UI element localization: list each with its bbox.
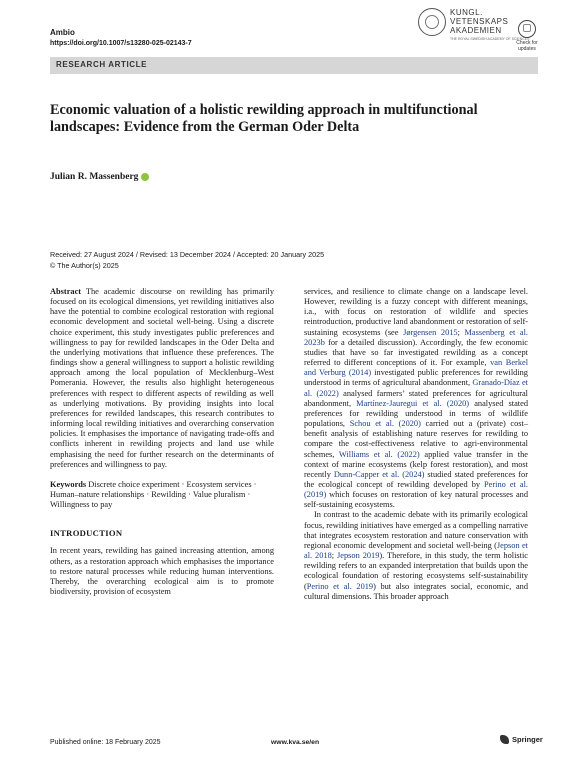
body-text: carried out a (private) cost–benefit analysis of establishing nature reserves for rewilding to compare the cost-effectiveness relative to agri-environmental schemes, xyxy=(304,419,529,459)
citation-link[interactable]: Perino et al. (2019) xyxy=(304,479,528,500)
citation-link[interactable]: Jørgensen 2015 xyxy=(403,327,458,337)
body-text: In contrast to the academic debate with its primarily ecological focus, rewilding initiatives have emerged as a compelling narrative that integrates ecosystem restoration and nature conservation with regional economic development and societal well-being ( xyxy=(304,510,528,550)
society-website[interactable]: www.kva.se/en xyxy=(271,739,320,746)
history-dates: Received: 27 August 2024 / Revised: 13 December 2024 / Accepted: 20 January 2025 xyxy=(50,250,325,259)
abstract-text: The academic discourse on rewilding has primarily focused on its ecological dimensions, yet rewilding initiatives also have the potential to combine ecological restoration with regional economic development and societal well-being. Using a discrete choice experiment, this study investigates public preferences and willingness to pay for rewilded landscapes in the Oder Delta and the underlying motivations that influence these preferences. The findings show a general willingness to support a holistic rewilding approach among the local population of Mecklenburg–West Pomerania. However, the results also highlight heterogeneous preferences with respect to different aspects of rewilding as well as underlying motivations. By providing insights into local preferences for rewilded landscapes, this research contributes to informing local rewilding initiatives and overarching conservation policies. It emphasises the importance of navigating trade-offs and conflicts inherent in rewilding projects and land use while emphasising the need for further research on the determinants of preferences and willingness to pay. xyxy=(50,287,274,469)
body-text: analysed farmers’ stated preferences for agricultural abandonment, xyxy=(304,388,528,408)
updates-line-2: updates xyxy=(518,46,536,52)
body-text: analysed stated preferences for rewilding understood in terms of wildlife populations, xyxy=(304,398,529,429)
body-text: which focuses on restoration of key natural processes and self-sustaining ecosystems. xyxy=(304,490,528,510)
check-updates-icon xyxy=(518,20,536,38)
abstract xyxy=(50,287,274,470)
body-paragraph-1 xyxy=(304,287,528,510)
body-text: services, and resilience to climate change on a landscape level. However, rewilding is a fuzzy concept with different meanings, i.a., with focus on restoration of wildlife and species reintroduction, productive land abandonment or restoration of self-sustaining ecosystems (see xyxy=(304,287,528,337)
article-dates xyxy=(50,249,324,271)
logo-tagline: THE ROYAL SWEDISH ACADEMY OF SCIENCES xyxy=(450,37,530,41)
keywords-label: Keywords xyxy=(50,479,87,489)
citation-link[interactable]: Jepson 2019 xyxy=(337,551,380,561)
citation-link[interactable]: Jepson et al. 2018 xyxy=(304,540,528,561)
copyright: © The Author(s) 2025 xyxy=(50,261,119,270)
check-for-updates-badge[interactable] xyxy=(513,20,541,52)
article-type-band xyxy=(50,57,538,74)
logo-line-3: AKADEMIEN xyxy=(450,26,502,35)
body-text: ; xyxy=(457,327,465,337)
body-text: investigated public preferences for rewilding understood in terms of agricultural abandonment, xyxy=(304,368,528,388)
abstract-label: Abstract xyxy=(50,287,82,296)
journal-name: Ambio xyxy=(50,28,75,37)
body-paragraph-2 xyxy=(304,510,528,601)
intro-paragraph: In recent years, rewilding has gained increasing attention, among others, as a restoration approach which emphasises the importance to restore natural processes while reducing human interventions. Thereby, the overarching ecological aim is to promote biodiversity, provision of ecosystem xyxy=(50,546,274,597)
article-title: Economic valuation of a holistic rewilding approach in multifunctional landscapes: Evidence from the German Oder Delta xyxy=(50,102,478,135)
academy-seal-icon xyxy=(418,8,446,36)
publisher-mark xyxy=(500,735,543,744)
orcid-icon[interactable] xyxy=(141,173,149,181)
citation-link[interactable]: Massenberg et al. 2023b xyxy=(304,327,529,347)
doi-link[interactable]: https://doi.org/10.1007/s13280-025-02143-7 xyxy=(50,40,192,47)
citation-link[interactable]: Perino et al. 2019 xyxy=(306,581,374,591)
updates-line-1: Check for xyxy=(516,40,538,46)
keywords-text: Discrete choice experiment · Ecosystem services · Human–nature relationships · Rewilding · Value pluralism · Willingness to pay xyxy=(50,479,257,510)
section-heading-introduction: INTRODUCTION xyxy=(50,528,123,539)
body-text: applied value transfer in the context of marine ecosystems (kelp forest restoration), and most recently xyxy=(304,449,528,479)
published-date: Published online: 18 February 2025 xyxy=(50,739,161,746)
author-line xyxy=(50,172,149,182)
author-name: Julian R. Massenberg xyxy=(50,172,139,182)
citation-link[interactable]: van Berkel and Verburg (2014) xyxy=(304,358,529,378)
springer-horse-icon xyxy=(500,735,509,744)
logo-line-2: VETENSKAPS xyxy=(450,17,509,26)
body-text: ; xyxy=(331,551,338,561)
citation-link[interactable]: Dunn-Capper et al. (2024) xyxy=(333,469,425,479)
citation-link[interactable]: Williams et al. (2022) xyxy=(338,449,420,459)
logo-line-1: KUNGL. xyxy=(450,8,483,17)
citation-link[interactable]: Schou et al. (2020) xyxy=(349,419,421,429)
publisher-name: Springer xyxy=(512,735,543,744)
article-type: RESEARCH ARTICLE xyxy=(56,60,148,69)
right-column xyxy=(304,287,528,602)
citation-link[interactable]: Granado-Díaz et al. (2022) xyxy=(304,378,528,398)
body-text: for a detailed discussion). Accordingly, the few economic studies that have so far investigated rewilding as a concept referred to different conceptions of it. For example, xyxy=(304,337,528,368)
body-text: ). Therefore, in this study, the term holistic rewilding refers to an expanded interpretation that builds upon the ecological foundation of restoring ecosystems self-sustainability ( xyxy=(304,551,528,591)
citation-link[interactable]: Martínez-Jauregui et al. (2020) xyxy=(356,398,470,408)
body-text: studied stated preferences for the ecological concept of rewilding developed by xyxy=(304,469,528,489)
keywords xyxy=(50,480,274,510)
body-text: ) but also integrates social, economic, and cultural dimensions. This broader approach xyxy=(304,581,528,601)
left-column xyxy=(50,287,274,597)
